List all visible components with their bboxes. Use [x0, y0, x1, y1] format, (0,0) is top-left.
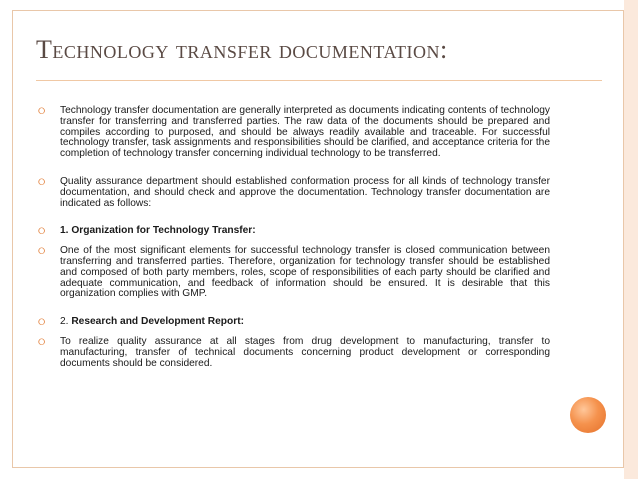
bullet-text: To realize quality assurance at all stages from drug development to manufacturing, transfer to manufacturing, transfer of technical documents concerning product development or corresponding documents should be considered. [60, 335, 550, 369]
ring-bullet-icon: ⭘ [38, 176, 46, 187]
bullet-item [36, 226, 550, 237]
ring-bullet-icon: ⭘ [38, 226, 46, 237]
bullet-item [36, 106, 550, 160]
right-decorative-band [624, 0, 638, 479]
bullet-item [36, 177, 550, 209]
section-heading: Research and Development Report: [71, 316, 244, 328]
slide-content [36, 106, 550, 369]
title-underline [36, 80, 602, 81]
orange-orb-decoration [570, 397, 606, 433]
bullet-item [36, 317, 550, 328]
section-heading: Organization for Technology Transfer: [71, 225, 256, 237]
ring-bullet-icon: ⭘ [38, 317, 46, 328]
section-number: 1. [60, 225, 72, 237]
bullet-text: Technology transfer documentation are generally interpreted as documents indicating contents of technology transfer for transferring and transferred parties. The raw data of the documents should be prepared and compiles according to purposed, and should be always readily available and traceable. For successful technology transfer, task assignments and responsibilities should be clarified, and acceptance criteria for the completion of technology transfer concerning individual technology to be transferred. [60, 105, 550, 160]
ring-bullet-icon: ⭘ [38, 336, 46, 347]
bullet-item [36, 246, 550, 300]
ring-bullet-icon: ⭘ [38, 106, 46, 116]
bullet-text: One of the most significant elements for successful technology transfer is closed communication between transferring and transferred parties. Therefore, organization for technology transfer should be established and composed of both party members, roles, scope of responsibilities of each party should be clarified and adequate communication, and feedback of information should be ensured. It is desirable that this organization complies with GMP. [60, 245, 550, 300]
ring-bullet-icon: ⭘ [38, 246, 46, 257]
bullet-item [36, 337, 550, 369]
section-number: 2. [60, 316, 72, 328]
slide-title [36, 30, 596, 70]
bullet-text: Quality assurance department should established conformation process for all kinds of technology transfer documentation, and should check and approve the documentation. Technology transfer documentation are indicated as follows: [60, 175, 550, 209]
slide-title-text: Technology transfer documentation: [36, 35, 448, 64]
